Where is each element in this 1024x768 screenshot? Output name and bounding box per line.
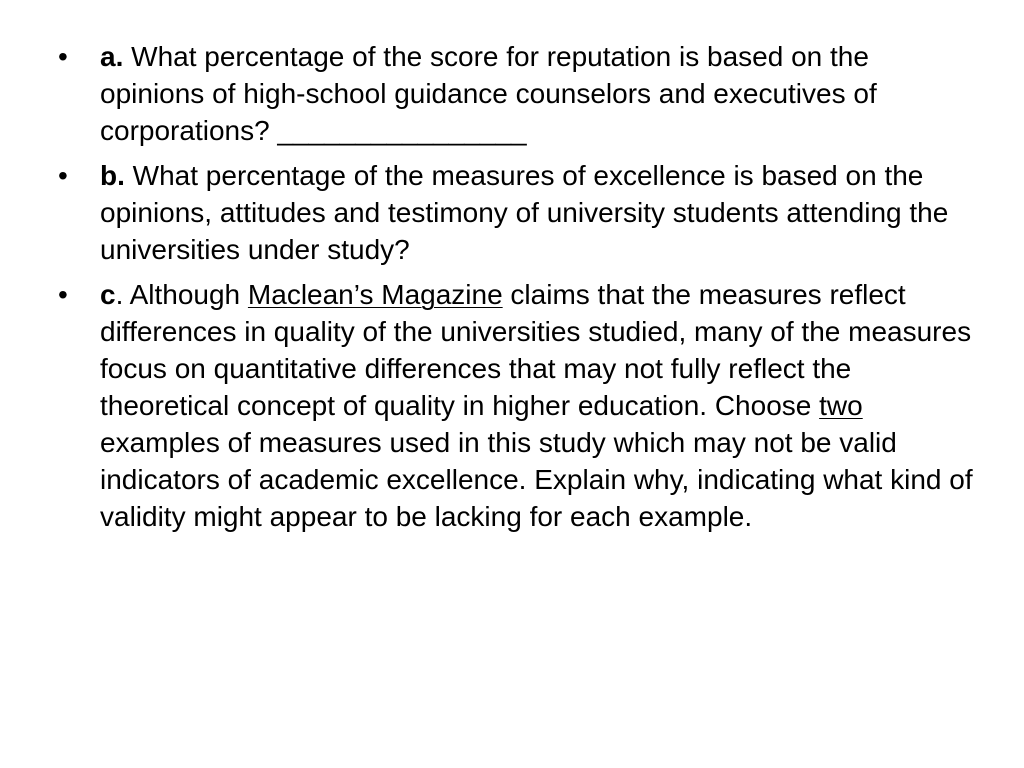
question-c-text-2: examples of measures used in this study which may not be valid indicators of academic excellence. Explain why, indicating what kind of validity might appear to be lacking for each example. (100, 427, 973, 532)
question-c-marker: c (100, 279, 116, 310)
magazine-title: Maclean’s Magazine (247, 279, 503, 310)
question-c-text-1: claims that the measures reflect differences in quality of the universities studied, many of the measures focus on quantitative differences that may not fully reflect the theoretical concept of quality in higher education. Choose (100, 279, 972, 421)
question-b-text: What percentage of the measures of excellence is based on the opinions, attitudes and testimony of university students attending the universities under study? (100, 160, 949, 265)
question-c-punct: . Although (115, 279, 248, 310)
bullet-icon: • (58, 41, 68, 72)
question-b (58, 157, 973, 268)
question-a-text: What percentage of the score for reputation is based on the opinions of high-school guidance counselors and executives of corporations? ________________ (100, 41, 877, 146)
question-list (58, 38, 973, 543)
question-a (58, 38, 973, 149)
emphasis-two: two (819, 390, 863, 421)
question-c (58, 276, 973, 535)
question-b-marker: b. (100, 160, 125, 191)
bullet-icon: • (58, 160, 68, 191)
bullet-icon: • (58, 279, 68, 310)
question-a-marker: a. (100, 41, 124, 72)
